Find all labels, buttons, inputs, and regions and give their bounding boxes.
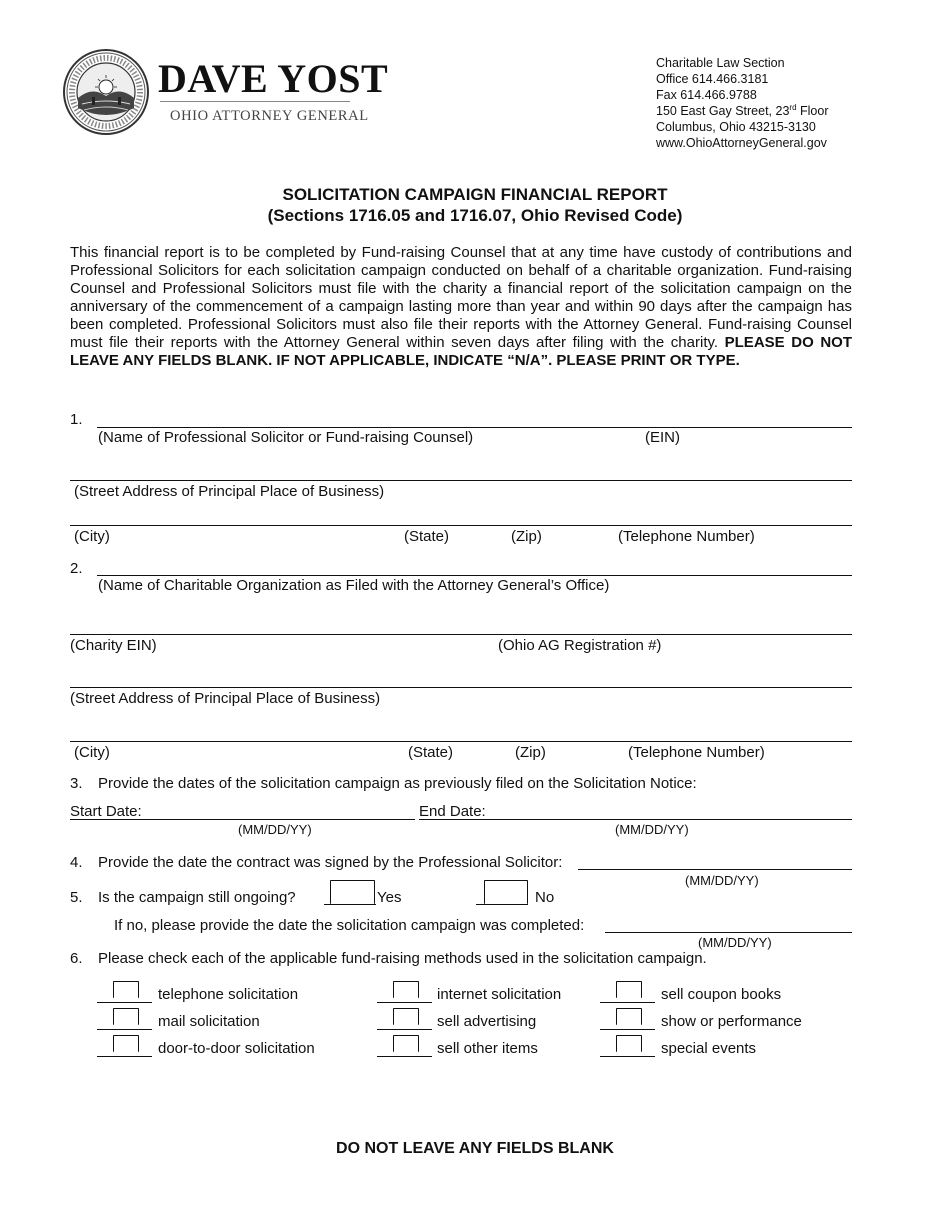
charity-ein-registration-field[interactable] [70, 634, 852, 635]
brand-subtitle: OHIO ATTORNEY GENERAL [170, 108, 369, 124]
contact-website[interactable]: www.OhioAttorneyGeneral.gov [656, 136, 827, 150]
brand-divider [160, 101, 350, 102]
charity-phone-label: (Telephone Number) [628, 744, 765, 761]
section-6-number: 6. [70, 950, 83, 967]
contact-office: Office 614.466.3181 [656, 72, 769, 86]
method-underline [377, 1029, 432, 1030]
form-subtitle: (Sections 1716.05 and 1716.07, Ohio Revised Code) [267, 206, 683, 225]
solicitor-zip-label: (Zip) [511, 528, 542, 545]
solicitor-city-state-zip-phone-field[interactable] [70, 525, 852, 526]
contact-section: Charitable Law Section [656, 56, 785, 70]
charity-ein-label: (Charity EIN) [70, 637, 157, 654]
sell-advertising-checkbox[interactable] [393, 1008, 419, 1025]
method-underline [97, 1002, 152, 1003]
mail-solicitation-label: mail solicitation [158, 1013, 260, 1030]
show-or-performance-label: show or performance [661, 1013, 802, 1030]
sell-other-items-label: sell other items [437, 1040, 538, 1057]
brand-name: DAVE YOST [158, 56, 389, 101]
contact-city: Columbus, Ohio 43215-3130 [656, 120, 816, 134]
charity-street-label: (Street Address of Principal Place of Business) [70, 690, 381, 707]
start-date-format: (MM/DD/YY) [238, 822, 312, 837]
show-or-performance-checkbox[interactable] [616, 1008, 642, 1025]
solicitor-ein-label: (EIN) [645, 429, 680, 446]
method-underline [600, 1002, 655, 1003]
section-2-number: 2. [70, 560, 83, 577]
telephone-solicitation-label: telephone solicitation [158, 986, 299, 1003]
method-underline [97, 1056, 152, 1057]
solicitor-name-ein-field[interactable] [97, 427, 852, 428]
contract-date-format: (MM/DD/YY) [685, 873, 759, 888]
solicitor-name-label: (Name of Professional Solicitor or Fund-raising Counsel) [98, 429, 474, 446]
yes-underline [324, 904, 376, 905]
contract-date-field[interactable] [578, 869, 852, 870]
end-date-label: End Date: [419, 803, 486, 820]
special-events-checkbox[interactable] [616, 1035, 642, 1052]
campaign-dates-question: Provide the dates of the solicitation campaign as previously filed on the Solicitation Notice: [98, 775, 697, 792]
solicitor-state-label: (State) [404, 528, 450, 545]
charity-city-state-zip-phone-field[interactable] [70, 741, 852, 742]
yes-checkbox[interactable] [330, 880, 375, 904]
special-events-label: special events [661, 1040, 757, 1057]
door-to-door-solicitation-checkbox[interactable] [113, 1035, 139, 1052]
method-underline [377, 1056, 432, 1057]
sell-coupon-books-checkbox[interactable] [616, 981, 642, 998]
no-label: No [535, 889, 555, 906]
solicitor-street-label: (Street Address of Principal Place of Business) [74, 483, 385, 500]
solicitor-city-label: (City) [74, 528, 110, 545]
footer-warning: DO NOT LEAVE ANY FIELDS BLANK [336, 1140, 614, 1157]
door-to-door-solicitation-label: door-to-door solicitation [158, 1040, 315, 1057]
contact-fax: Fax 614.466.9788 [656, 88, 757, 102]
sell-coupon-books-label: sell coupon books [661, 986, 782, 1003]
internet-solicitation-label: internet solicitation [437, 986, 562, 1003]
completion-date-field[interactable] [605, 932, 852, 933]
instructions-paragraph [70, 244, 852, 370]
internet-solicitation-checkbox[interactable] [393, 981, 419, 998]
charity-zip-label: (Zip) [515, 744, 546, 761]
charity-state-label: (State) [408, 744, 454, 761]
sell-advertising-label: sell advertising [437, 1013, 537, 1030]
charity-name-label: (Name of Charitable Organization as Filed with the Attorney General’s Office) [98, 577, 610, 594]
ohio-attorney-general-seal [62, 48, 150, 136]
form-title: SOLICITATION CAMPAIGN FINANCIAL REPORT [282, 185, 668, 204]
solicitor-phone-label: (Telephone Number) [618, 528, 755, 545]
telephone-solicitation-checkbox[interactable] [113, 981, 139, 998]
start-date-field[interactable] [70, 819, 415, 820]
charity-street-field[interactable] [70, 687, 852, 688]
solicitor-street-field[interactable] [70, 480, 852, 481]
end-date-format: (MM/DD/YY) [615, 822, 689, 837]
no-checkbox[interactable] [484, 880, 528, 904]
yes-label: Yes [377, 889, 402, 906]
section-1-number: 1. [70, 411, 83, 428]
charity-name-field[interactable] [97, 575, 852, 576]
charity-city-label: (City) [74, 744, 110, 761]
charity-registration-label: (Ohio AG Registration #) [498, 637, 662, 654]
contract-date-question: Provide the date the contract was signed by the Professional Solicitor: [98, 854, 563, 871]
start-date-label: Start Date: [70, 803, 142, 820]
completion-date-format: (MM/DD/YY) [698, 935, 772, 950]
method-underline [600, 1029, 655, 1030]
contact-street: 150 East Gay Street, 23rd Floor [656, 102, 829, 118]
method-underline [97, 1029, 152, 1030]
no-underline [476, 904, 528, 905]
instructions-warning: PLEASE DO NOT LEAVE ANY FIELDS BLANK. IF NOT APPLICABLE, INDICATE “N/A”. PLEASE PRINT OR TYPE. [70, 334, 853, 369]
contact-block [656, 55, 829, 151]
mail-solicitation-checkbox[interactable] [113, 1008, 139, 1025]
sell-other-items-checkbox[interactable] [393, 1035, 419, 1052]
completion-date-question: If no, please provide the date the solicitation campaign was completed: [114, 917, 585, 934]
campaign-ongoing-question: Is the campaign still ongoing? [98, 889, 296, 906]
method-underline [600, 1056, 655, 1057]
section-3-number: 3. [70, 775, 83, 792]
method-underline [377, 1002, 432, 1003]
instructions-body: This financial report is to be completed by Fund-raising Counsel that at any time have custody of contributions and Professional Solicitors for each solicitation campaign conducted on behalf of a charitable organization. Fund-raising Counsel and Professional Solicitors must file with the charity a financial report of the solicitation campaign on the anniversary of the commencement of a campaign lasting more than year and within 90 days after the campaign has been completed. Professional Solicitors must also file their reports with the Attorney General. Fund-raising Counsel must file their reports with the Attorney General within seven days after filing with the charity. [70, 244, 852, 351]
end-date-field[interactable] [419, 819, 852, 820]
section-5-number: 5. [70, 889, 83, 906]
section-4-number: 4. [70, 854, 83, 871]
fundraising-methods-question: Please check each of the applicable fund-raising methods used in the solicitation campaign. [98, 950, 707, 967]
